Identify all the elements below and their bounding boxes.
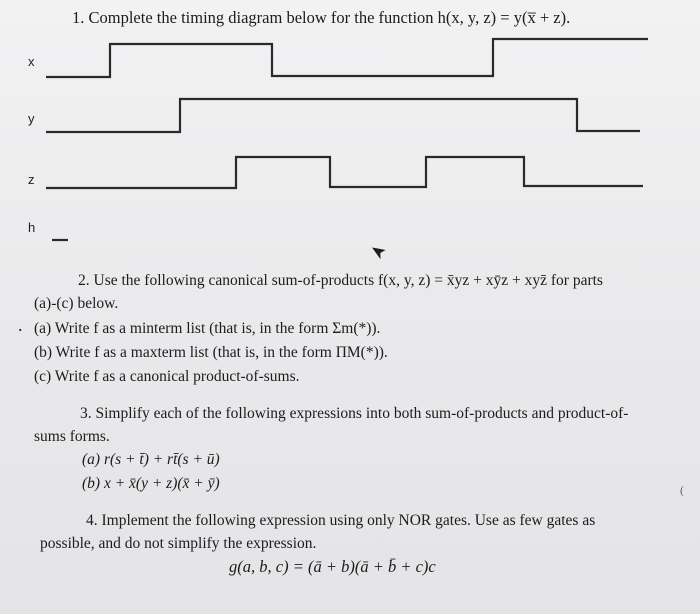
problem-4-intro: 4. Implement the following expression using only NOR gates. Use as few gates as [86,512,596,529]
problem-4-expression: g(a, b, c) = (ā + b)(ā + b̄ + c)c [229,557,436,576]
problem-2-part-b: (b) Write f as a maxterm list (that is, in the form ΠM(*)). [34,344,388,361]
mouse-cursor-icon [372,243,388,261]
timing-diagram [0,0,700,260]
problem-2-part-a: (a) Write f as a minterm list (that is, in the form Σm(*)). [34,320,381,337]
waveform-z [46,157,643,188]
problem-2-intro: 2. Use the following canonical sum-of-products f(x, y, z) = x̄yz + xȳz + xyz̄ for parts [78,272,603,289]
margin-right-mark: ( [680,483,684,497]
signal-label-h: h [28,220,36,235]
signal-label-y: y [28,111,35,126]
problem-3-expression-b: (b) x + x̄(y + z)(x̄ + ȳ) [82,475,220,492]
problem-1-text: 1. Complete the timing diagram below for the function h(x, y, z) = y(x̅ + z). [72,8,571,27]
problem-3-intro: 3. Simplify each of the following expressions into both sum-of-products and product-of- [80,405,629,422]
problem-2-intro-cont: (a)-(c) below. [34,295,119,312]
problem-2-part-c: (c) Write f as a canonical product-of-sums. [34,368,300,385]
problem-3-expression-a: (a) r(s + t̄) + rt̄(s + ū) [82,451,220,468]
margin-bullet: . [18,315,23,335]
waveform-x [46,39,648,77]
signal-label-z: z [28,172,35,187]
problem-3-intro-cont: sums forms. [34,428,110,445]
waveform-y [46,99,640,132]
signal-label-x: x [28,54,35,69]
problem-4-intro-cont: possible, and do not simplify the expression. [40,535,317,552]
